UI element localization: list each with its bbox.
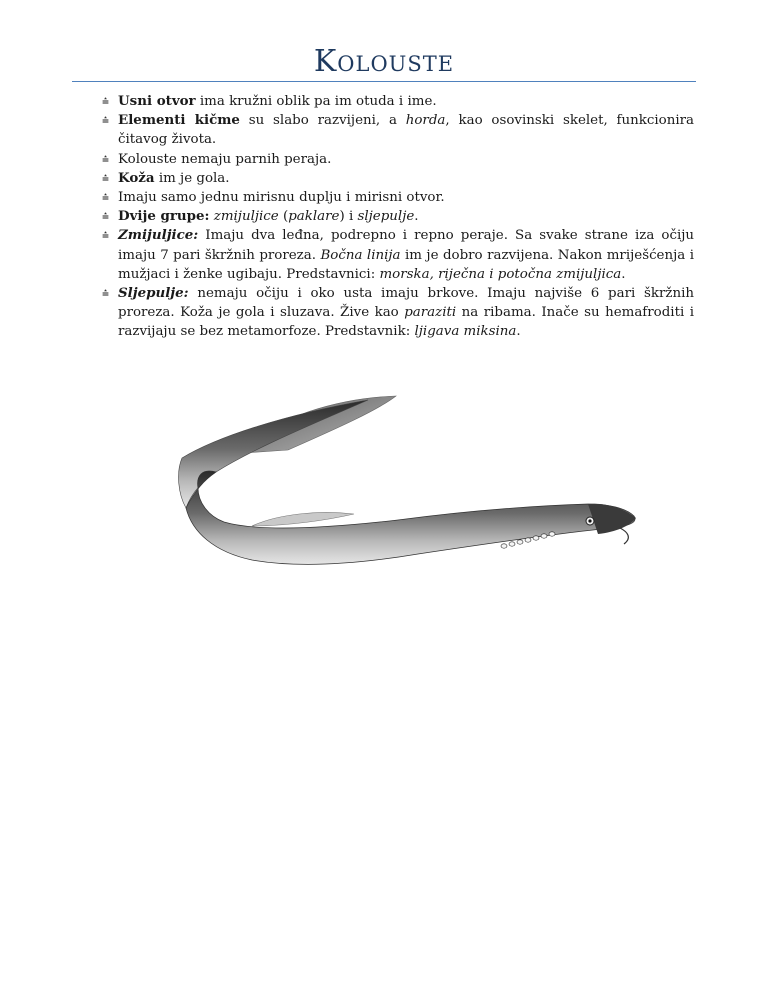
lamprey-illustration (168, 376, 644, 586)
italic-term: ljigava miksina (414, 324, 517, 340)
bold-term: Elementi kičme (118, 112, 240, 129)
arrow-bullet-icon: ⩮ (102, 228, 110, 243)
dorsal-fin (252, 513, 354, 527)
bold-italic-term: Zmijuljice: (118, 227, 199, 244)
arrow-bullet-icon: ⩮ (102, 190, 110, 205)
bold-term: Usni otvor (118, 93, 196, 109)
title-rule (72, 81, 696, 82)
italic-term: horda (405, 113, 446, 129)
text: su slabo razvijeni, a (239, 113, 406, 129)
text: im je gola. (154, 170, 230, 186)
text: . (414, 209, 419, 225)
text: Imaju samo jednu mirisnu duplju i mirisni otvor. (118, 190, 445, 206)
oral-disc (620, 528, 628, 544)
list-item (102, 92, 694, 111)
text: Kolouste nemaju parnih peraja. (118, 151, 332, 167)
text: Imaju dva leđna, podrepno i repno peraje. Sa svake strane iza očiju imaju 7 pari škržnih proreza. (118, 228, 694, 263)
arrow-bullet-icon: ⩮ (102, 113, 110, 128)
italic-term: Bočna linija (320, 247, 401, 263)
text: ima kružni oblik pa im otuda i ime. (195, 94, 437, 109)
list-item (102, 188, 694, 207)
list-item (102, 226, 694, 284)
list-item (102, 150, 694, 169)
arrow-bullet-icon: ⩮ (102, 94, 110, 108)
bold-italic-term: Sljepulje: (118, 285, 189, 302)
bold-term: Dvije grupe: (118, 208, 210, 225)
list-item (102, 207, 694, 226)
text: . (516, 324, 521, 340)
italic-term: paraziti (404, 305, 457, 321)
arrow-bullet-icon: ⩮ (102, 286, 110, 301)
body-loop (186, 471, 635, 564)
italic-term: paklare (288, 209, 340, 225)
italic-term: zmijuljice (213, 209, 279, 225)
text: nemaju očiju i oko usta imaju brkove. Imaju najviše 6 pari škržnih proreza. Koža je gola i sluzava. Žive kao (118, 286, 694, 321)
text: ( (278, 209, 289, 225)
arrow-bullet-icon: ⩮ (102, 170, 110, 185)
list-item (102, 111, 694, 149)
list-item (102, 284, 694, 342)
text: im je dobro razvijena. Nakon mriješćenja i mužjaci i ženke ugibaju. Predstavnici: (118, 247, 694, 282)
text: ) i (339, 209, 358, 225)
italic-term: sljepulje (357, 209, 415, 225)
italic-term: morska, riječna i potočna zmijuljica (379, 266, 622, 282)
bullet-list (102, 92, 694, 342)
bold-term: Koža (118, 169, 155, 186)
arrow-bullet-icon: ⩮ (102, 209, 110, 224)
text: na ribama. Inače su hemafroditi i razvijaju se bez metamorfoze. Predstavnik: (118, 305, 694, 340)
page-title: Kolouste (313, 44, 455, 79)
text: , kao osovinski skelet, funkcionira čitavog života. (118, 113, 694, 148)
list-item (102, 169, 694, 188)
text: . (621, 266, 626, 282)
arrow-bullet-icon: ⩮ (102, 151, 110, 166)
